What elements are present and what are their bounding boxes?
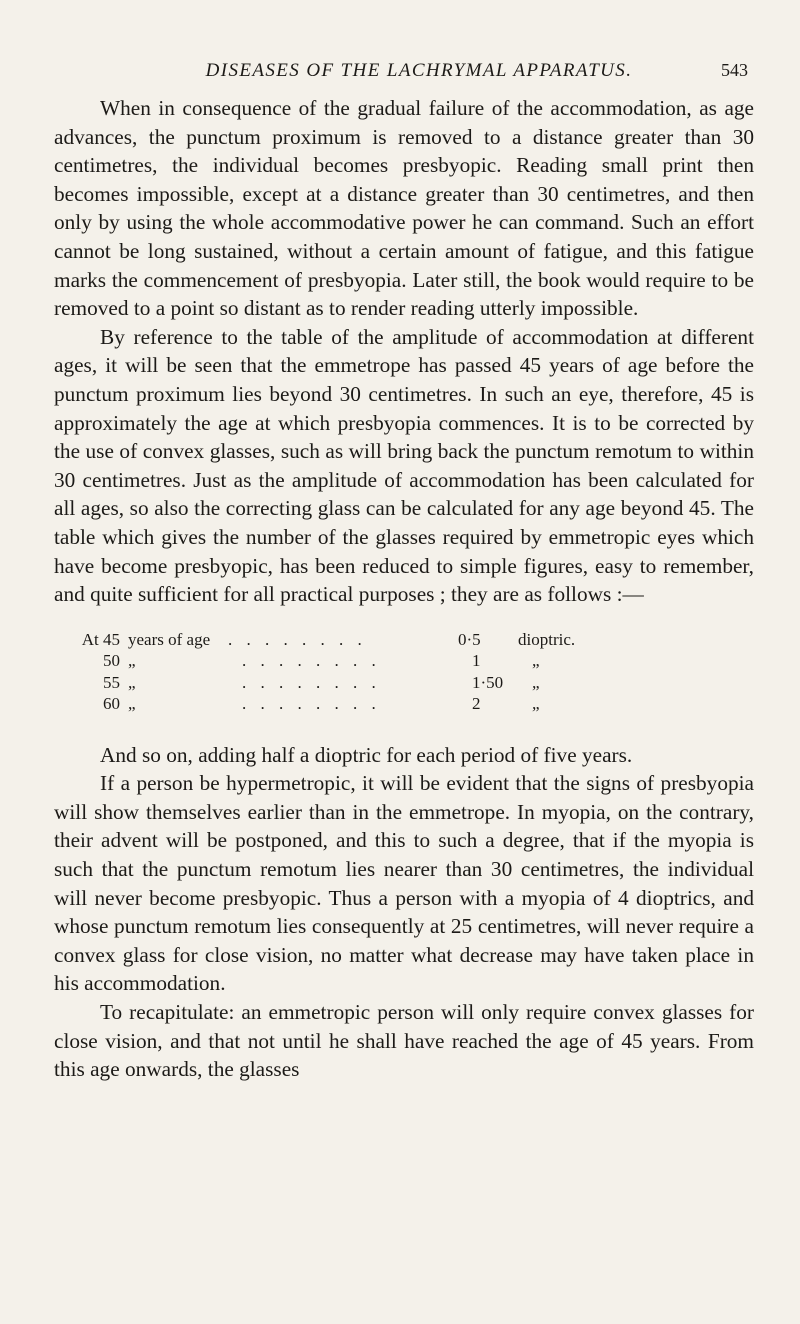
leader-dots: . . . . . . . . [228, 629, 367, 649]
table-row [54, 629, 754, 651]
unit-cell: „ [532, 694, 540, 714]
unit-cell: „ [532, 672, 540, 692]
page-body [54, 94, 754, 1084]
age-label-cell: „ [128, 651, 136, 671]
dioptric-age-table [54, 629, 754, 715]
dioptric-value-cell: 2 [472, 694, 481, 714]
dioptric-value-cell: 1·50 [472, 672, 504, 692]
leader-dots: . . . . . . . . [242, 694, 381, 714]
dioptric-value-cell: 1 [472, 651, 481, 671]
age-cell: 60 [103, 694, 120, 714]
unit-cell: „ [532, 651, 540, 671]
table-row [54, 672, 754, 694]
age-cell: At 45 [81, 629, 120, 649]
age-cell: 50 [103, 651, 120, 671]
age-label-cell: „ [128, 672, 136, 692]
leader-dots: . . . . . . . . [242, 651, 381, 671]
paragraph-recapitulate: To recapitulate: an emmetropic person will only require convex glasses for close vision, and that not until he shall have reached the age of 45 years. From this age onwards, the glasses [54, 1000, 754, 1082]
page-number: 543 [721, 60, 748, 80]
paragraph-half-dioptric: And so on, adding half a dioptric for each period of five years. [100, 742, 633, 767]
age-label-cell: „ [128, 694, 136, 714]
chapter-title: DISEASES OF THE LACHRYMAL APPARATUS. [205, 60, 633, 81]
paragraph-presbyopia-onset: When in consequence of the gradual failure of the accommodation, as age advances, the punctum proximum is removed to a distance greater than 30 centimetres, the individual becomes presbyopic. Reading small print then becomes impossible, except at a distance greater than 30 centimetres, and then only by using the whole accommodative power he can command. Such an effort cannot be long sustained, without a certain amount of fatigue, and this fatigue marks the commencement of presbyopia. Later still, the book would require to be removed to a point so distant as to render reading utterly impossible. [54, 96, 754, 321]
age-cell: 55 [103, 672, 120, 692]
leader-dots: . . . . . . . . [242, 672, 381, 692]
dioptric-value-cell: 0·5 [458, 629, 481, 649]
paragraph-hypermetropia-myopia: If a person be hypermetropic, it will be evident that the signs of presbyopia will show themselves earlier than in the emmetrope. In myopia, on the contrary, their advent will be postponed, and this to such a degree, that if the myopia is such that the punctum remotum lies nearer than 30 centimetres, the individual will never become presbyopic. Thus a person with a myopia of 4 dioptrics, and whose punctum remotum lies consequently at 25 centimetres, will never require a convex glass for close vision, no matter what decrease may have taken place in his accommodation. [54, 771, 754, 996]
table-row [54, 650, 754, 672]
age-label-cell: years of age [128, 629, 211, 649]
running-head [54, 0, 754, 90]
paragraph-amplitude-table: By reference to the table of the amplitude of accommodation at different ages, it will be seen that the emmetrope has passed 45 years of age before the punctum proximum lies beyond 30 centimetres. In such an eye, therefore, 45 is approximately the age at which presbyopia commences. It is to be corrected by the use of convex glasses, such as will bring back the punctum remotum to within 30 centimetres. Just as the amplitude of accommodation has been calculated for all ages, so also the correcting glass can be calculated for any age beyond 45. The table which gives the number of the glasses required by emmetropic eyes which have become presbyopic, has been reduced to simple figures, easy to remember, and quite sufficient for all practical purposes ; they are as follows :— [54, 324, 754, 607]
table-row [54, 693, 754, 715]
unit-cell: dioptric. [518, 629, 576, 649]
